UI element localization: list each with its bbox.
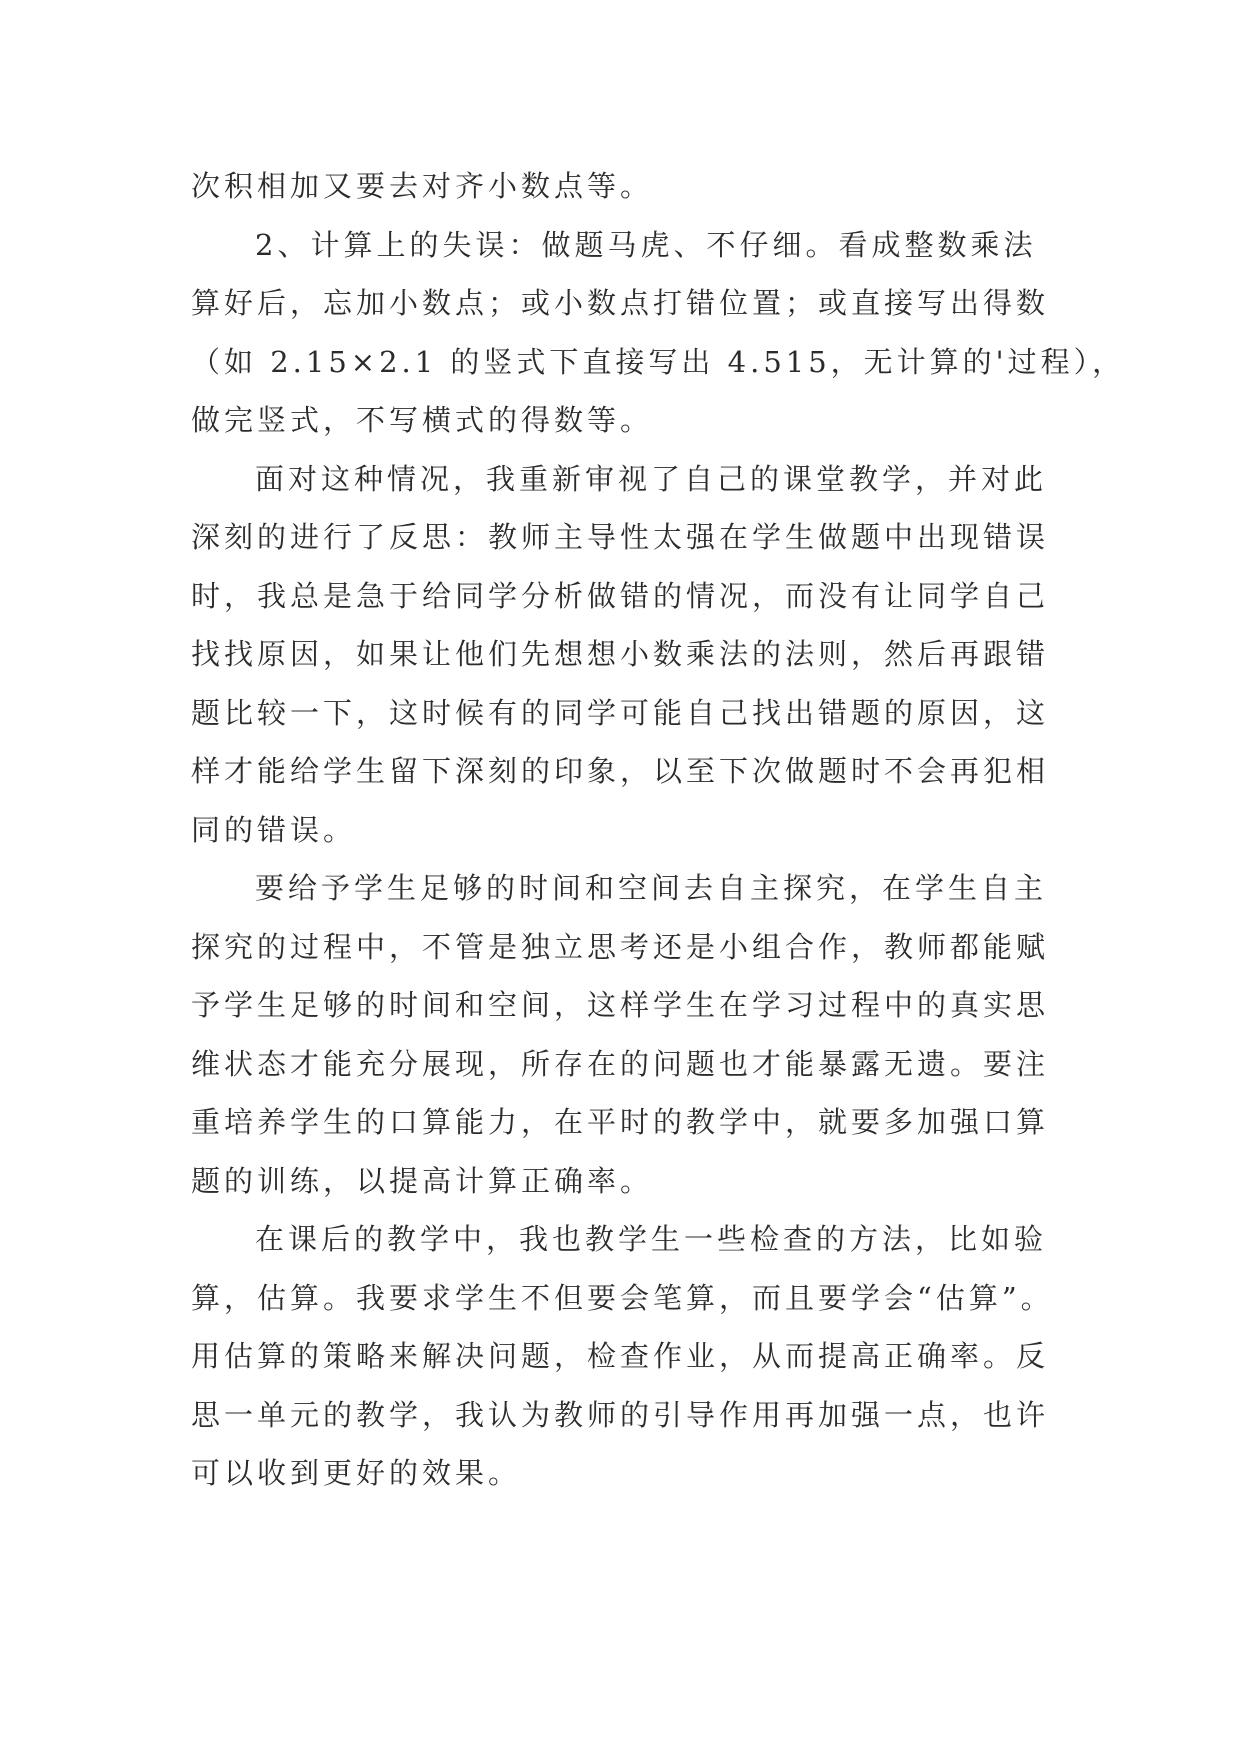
text-line: （如 2.15×2.1 的竖式下直接写出 4.515，无计算的'过程），	[191, 344, 1126, 379]
text-line: 时，我总是急于给同学分析做错的情况，而没有让同学自己	[191, 578, 1050, 613]
text-line: 用估算的策略来解决问题，检查作业，从而提高正确率。反	[191, 1339, 1050, 1373]
text-line: 探究的过程中，不管是独立思考还是小组合作，教师都能赋	[191, 929, 1050, 964]
paragraph-start-line: 在课后的教学中，我也教学生一些检查的方法，比如验	[255, 1222, 1048, 1256]
text-line: 予学生足够的时间和空间，这样学生在学习过程中的真实思	[191, 988, 1050, 1022]
text-line: 同的错误。	[191, 812, 357, 847]
text-line: 题的训练，以提高计算正确率。	[191, 1163, 654, 1198]
text-line: 算好后，忘加小数点；或小数点打错位置；或直接写出得数	[191, 286, 1050, 320]
text-line: 重培养学生的口算能力，在平时的教学中，就要多加强口算	[191, 1105, 1050, 1139]
paragraph-start-line: 要给予学生足够的时间和空间去自主探究，在学生自主	[255, 871, 1048, 905]
text-line: 算，估算。我要求学生不但要会笔算，而且要学会“估算”。	[191, 1280, 1054, 1315]
document-body	[191, 157, 1126, 1503]
text-line: 找找原因，如果让他们先想想小数乘法的法则，然后再跟错	[191, 637, 1050, 671]
text-line: 样才能给学生留下深刻的印象，以至下次做题时不会再犯相	[191, 754, 1050, 788]
text-line: 维状态才能充分展现，所存在的问题也才能暴露无遗。要注	[191, 1046, 1050, 1081]
text-line: 题比较一下，这时候有的同学可能自己找出错题的原因，这	[191, 695, 1050, 730]
text-line: 做完竖式，不写横式的得数等。	[191, 403, 654, 437]
text-line: 思一单元的教学，我认为教师的引导作用再加强一点，也许	[191, 1397, 1050, 1432]
paragraph-start-line: 面对这种情况，我重新审视了自己的课堂教学，并对此	[255, 461, 1048, 496]
paragraph-start-line: 2、计算上的失误：做题马虎、不仔细。看成整数乘法	[255, 227, 1037, 262]
text-line: 可以收到更好的效果。	[191, 1456, 522, 1490]
text-line: 深刻的进行了反思：教师主导性太强在学生做题中出现错误	[191, 520, 1050, 554]
text-line: 次积相加又要去对齐小数点等。	[191, 169, 654, 203]
